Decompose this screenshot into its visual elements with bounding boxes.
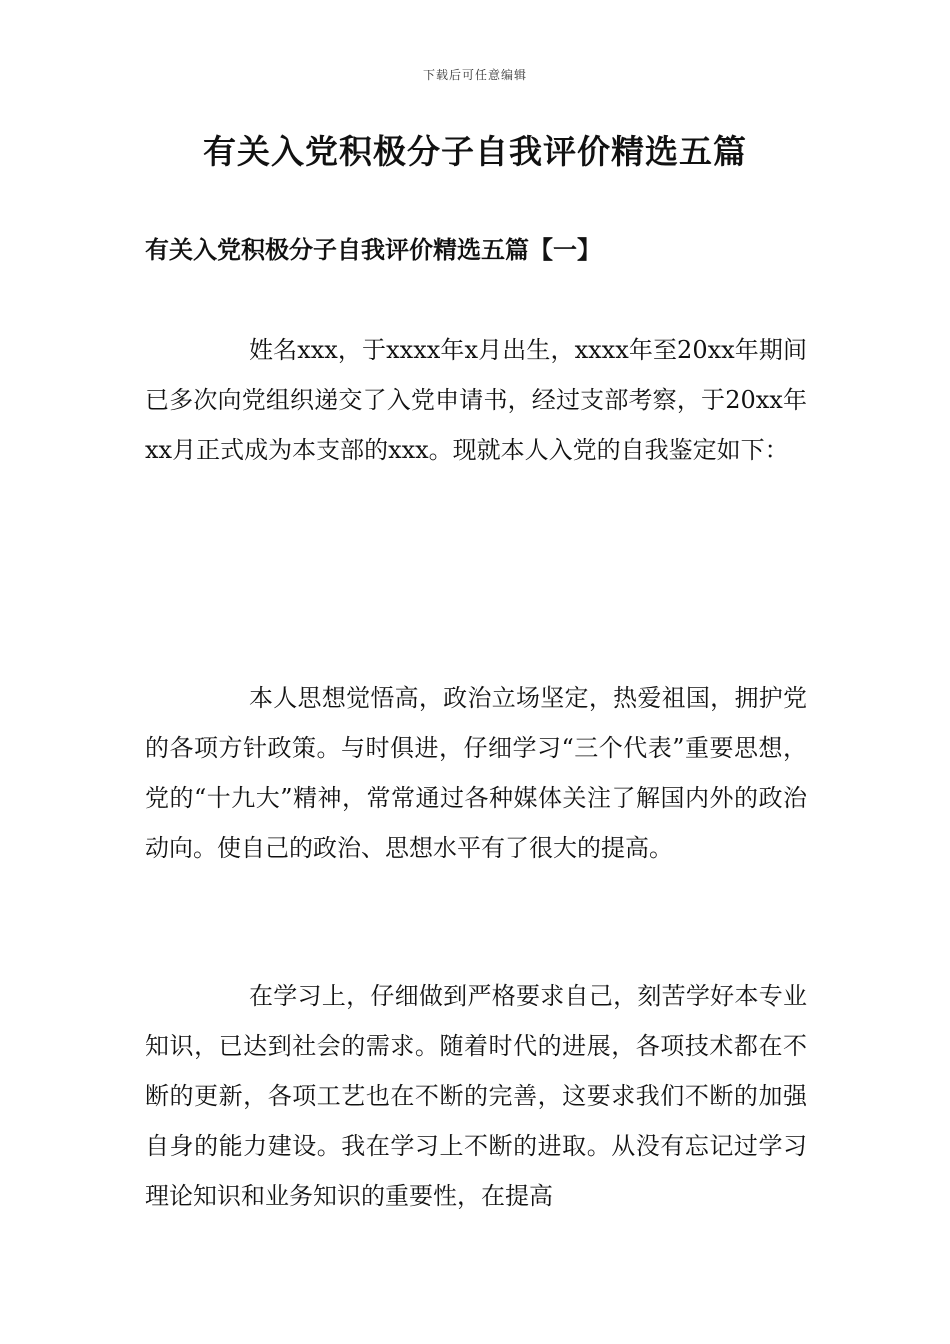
paragraph-3: 在学习上，仔细做到严格要求自己，刻苦学好本专业知识，已达到社会的需求。随着时代的进展，各项技术都在不断的更新，各项工艺也在不断的完善，这要求我们不断的加强自身的能力建设。我在学习上不断的进取。从没有忘记过学习理论知识和业务知识的重要性，在提高 <box>145 982 807 1210</box>
document-title: 有关入党积极分子自我评价精选五篇 <box>203 132 747 171</box>
paragraph-1: 姓名xxx，于xxxx年x月出生，xxxx年至20xx年期间已多次向党组织递交了入党申请书，经过支部考察，于20xx年xx月正式成为本支部的xxx。现就本人入党的自我鉴定如下： <box>145 336 807 464</box>
section-heading: 有关入党积极分子自我评价精选五篇【一】 <box>145 235 601 264</box>
page-header-note: 下载后可任意编辑 <box>422 68 527 82</box>
paragraph-2: 本人思想觉悟高，政治立场坚定，热爱祖国，拥护党的各项方针政策。与时俱进，仔细学习“三个代表”重要思想，党的“十九大”精神，常常通过各种媒体关注了解国内外的政治动向。使自己的政治、思想水平有了很大的提高。 <box>145 684 807 862</box>
